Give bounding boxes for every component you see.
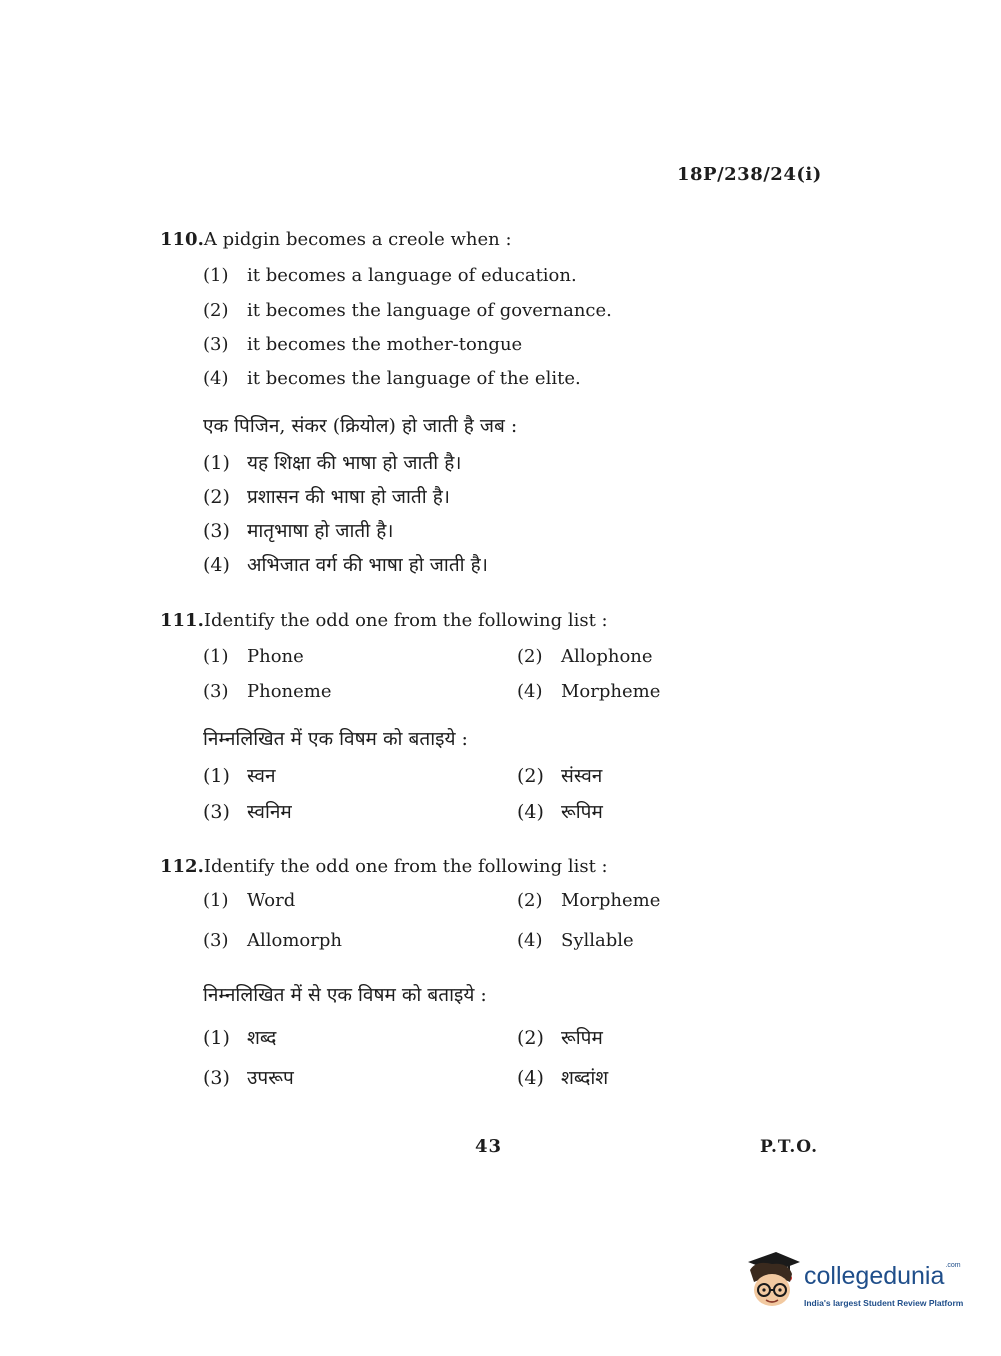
option-item xyxy=(203,798,292,824)
option-text: Allophone xyxy=(561,646,653,667)
option-item xyxy=(517,930,634,951)
option-number: (1) xyxy=(203,765,230,787)
option-item xyxy=(203,646,304,667)
option-item xyxy=(203,551,488,577)
option-number: (3) xyxy=(203,930,229,951)
option-text: it becomes the language of governance. xyxy=(247,300,612,321)
option-number: (1) xyxy=(203,1027,230,1049)
question-number: 111. xyxy=(160,610,204,631)
option-item xyxy=(203,930,342,951)
option-text: रूपिम xyxy=(561,1027,603,1049)
option-text: शब्द xyxy=(247,1027,277,1049)
option-text: उपरूप xyxy=(247,1067,294,1089)
option-text: it becomes the language of the elite. xyxy=(247,368,581,389)
option-number: (3) xyxy=(203,334,229,355)
option-item xyxy=(517,798,603,824)
option-number: (4) xyxy=(517,801,544,823)
question-110-stem-hindi: एक पिजिन, संकर (क्रियोल) हो जाती है जब : xyxy=(203,415,518,437)
option-number: (2) xyxy=(517,890,543,911)
option-item xyxy=(517,646,653,667)
option-number: (2) xyxy=(517,1027,544,1049)
option-text: it becomes the mother-tongue xyxy=(247,334,523,355)
option-text: Phoneme xyxy=(247,681,332,702)
option-number: (2) xyxy=(517,646,543,667)
option-number: (4) xyxy=(517,930,543,951)
question-111-stem-hindi: निम्नलिखित में एक विषम को बताइये : xyxy=(203,728,468,750)
option-number: (3) xyxy=(203,801,230,823)
option-text: यह शिक्षा की भाषा हो जाती है। xyxy=(247,452,462,474)
option-text: संस्वन xyxy=(561,765,603,787)
question-text: Identify the odd one from the following list : xyxy=(203,856,608,877)
option-text: Allomorph xyxy=(247,930,342,951)
option-item xyxy=(203,483,450,509)
option-item xyxy=(517,1064,608,1090)
option-item xyxy=(517,1024,603,1050)
option-item xyxy=(203,890,295,911)
option-number: (4) xyxy=(203,368,229,389)
question-text: Identify the odd one from the following list : xyxy=(203,610,608,631)
option-number: (1) xyxy=(203,265,229,286)
option-item xyxy=(203,334,522,355)
paper-code: 18P/238/24(i) xyxy=(677,164,822,185)
option-item xyxy=(203,762,276,788)
option-text: स्वन xyxy=(247,765,276,787)
option-item xyxy=(203,517,393,543)
option-text: अभिजात वर्ग की भाषा हो जाती है। xyxy=(247,554,488,576)
collegedunia-watermark xyxy=(742,1248,972,1318)
brand-com: .com xyxy=(945,1262,961,1269)
question-number: 112. xyxy=(160,856,204,877)
option-number: (4) xyxy=(517,1067,544,1089)
option-text: रूपिम xyxy=(561,801,603,823)
option-number: (1) xyxy=(203,646,229,667)
pto-label: P.T.O. xyxy=(760,1137,818,1157)
option-item xyxy=(203,449,462,475)
option-number: (3) xyxy=(203,520,230,542)
option-item xyxy=(203,265,577,286)
option-text: Morpheme xyxy=(561,890,661,911)
option-text: स्वनिम xyxy=(247,801,292,823)
mascot-icon xyxy=(742,1248,802,1314)
option-number: (3) xyxy=(203,681,229,702)
option-text: it becomes a language of education. xyxy=(247,265,577,286)
brand-tagline: India's largest Student Review Platform xyxy=(804,1298,964,1308)
option-item xyxy=(203,1024,276,1050)
option-item xyxy=(203,300,612,321)
option-number: (3) xyxy=(203,1067,230,1089)
option-number: (4) xyxy=(517,681,543,702)
question-112-stem xyxy=(160,856,608,877)
option-item xyxy=(203,1064,294,1090)
option-text: मातृभाषा हो जाती है। xyxy=(247,520,394,542)
option-item xyxy=(517,890,660,911)
page-number: 43 xyxy=(475,1136,503,1157)
question-111-stem xyxy=(160,610,608,631)
option-text: Phone xyxy=(247,646,304,667)
brand-text: collegedunia xyxy=(804,1262,945,1290)
question-number: 110. xyxy=(160,229,204,250)
option-number: (2) xyxy=(517,765,544,787)
option-text: Morpheme xyxy=(561,681,661,702)
option-item xyxy=(203,368,581,389)
question-text: A pidgin becomes a creole when : xyxy=(203,229,512,250)
question-112-stem-hindi: निम्नलिखित में से एक विषम को बताइये : xyxy=(203,984,487,1006)
question-110-stem xyxy=(160,229,512,250)
option-item xyxy=(203,681,332,702)
option-text: प्रशासन की भाषा हो जाती है। xyxy=(247,486,451,508)
option-text: शब्दांश xyxy=(561,1067,609,1089)
brand-name xyxy=(804,1262,961,1291)
option-number: (4) xyxy=(203,554,230,576)
option-number: (1) xyxy=(203,452,230,474)
option-number: (1) xyxy=(203,890,229,911)
option-number: (2) xyxy=(203,486,230,508)
option-item xyxy=(517,681,660,702)
option-text: Word xyxy=(247,890,296,911)
option-number: (2) xyxy=(203,300,229,321)
option-item xyxy=(517,762,602,788)
option-text: Syllable xyxy=(561,930,634,951)
